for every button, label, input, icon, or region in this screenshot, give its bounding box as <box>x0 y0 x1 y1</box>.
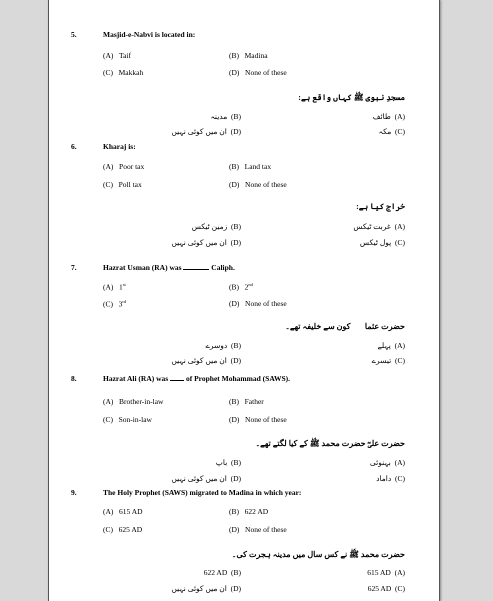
option-label: (B) <box>230 568 241 577</box>
option-label: (B) <box>230 341 241 350</box>
option-label: (A) <box>394 341 405 350</box>
urdu-option-b: 622 AD <box>203 568 228 577</box>
option-a: Taif <box>119 51 132 60</box>
option-label: (B) <box>229 282 239 292</box>
urdu-option-d: ان میں کوئی نہیں <box>171 238 227 247</box>
question-number: 6. <box>71 142 77 151</box>
option-label: (A) <box>103 162 114 171</box>
option-label: (C) <box>103 68 113 77</box>
option-label: (A) <box>103 507 114 516</box>
option-d: None of these <box>245 525 287 534</box>
option-label: (D) <box>229 180 240 189</box>
urdu-option-c: داماد <box>376 474 392 483</box>
urdu-option-d: ان میں کوئی نہیں <box>171 356 227 365</box>
urdu-question: حضرت علیؓ حضرت محمد ﷺ کے کیا لگتے تھے۔ <box>255 439 405 448</box>
option-d: None of these <box>245 180 287 189</box>
urdu-option-b: مدینہ <box>210 112 228 121</box>
urdu-option-d: ان میں کوئی نہیں <box>171 127 227 136</box>
option-c: 3 <box>118 299 123 309</box>
option-d: None of these <box>245 68 287 77</box>
option-a: Poor tax <box>119 162 145 171</box>
urdu-option-a: 615 AD <box>367 568 391 577</box>
option-b: 2 <box>244 282 249 292</box>
option-b: 622 AD <box>244 507 269 516</box>
option-label: (A) <box>103 51 114 60</box>
urdu-question: خراج کیا ہے: <box>356 202 405 211</box>
question-number: 9. <box>71 488 77 497</box>
document-page: 5. Masjid-e-Nabvi is located in: (A) Taif (B) Madina (C) Makkah (D) None of these مسجدِ نبوی ﷺ کہاں واقع ہے: (A) طائف (B) مدینہ (C) مکہ (D) ان میں کوئی نہیں 6. Kharaj is: (A) Poor tax (B) Land tax (C) Poll tax (D) None of these خراج کیا ہے: (A) غربت ٹیکس (B) زمین ٹیکس (C) پول ٹیکس (D) ان میں کوئی نہیں 7. Hazrat Usman (RA) was Caliph. (A) 1st (B) 2nd (C) 3rd (D) None of these حضرت عثمانؓ کون سے خلیفہ تھے۔ (A) پہلے (B) دوسرے (C) تیسرے (D) ان میں کوئی نہیں 8. Hazrat Ali (RA) was of Prophet Mohammad (SAWS). (A) Brother-in-law (B) Father (C) Son-in-law (D) None of these حضرت علیؓ حضرت محمد ﷺ کے کیا لگتے تھے۔ (A) بہنوئی (B) باپ (C) داماد (D) ان میں کوئی نہیں 9. The Holy Prophet (SAWS) migrated to Madina in which year: (A) 615 AD (B) 622 AD (C) 625 AD (D) None of these حضرت محمد ﷺ نے کس سال میں مدینہ ہجرت کی۔ (A) 615 AD (B) 622 AD (C) 625 AD (D) ان میں کوئی نہیں <box>48 0 440 601</box>
option-label: (B) <box>229 51 239 60</box>
urdu-option-c: تیسرے <box>371 356 392 365</box>
option-label: (C) <box>394 238 405 247</box>
question-text: Masjid-e-Nabvi is located in: <box>103 30 196 39</box>
question-text: Hazrat Ali (RA) was of Prophet Mohammad (SAWS). <box>103 374 290 383</box>
option-label: (D) <box>230 127 241 136</box>
option-c: 625 AD <box>118 525 143 534</box>
urdu-question: مسجدِ نبوی ﷺ کہاں واقع ہے: <box>298 93 405 102</box>
urdu-option-a: پہلے <box>377 341 391 350</box>
urdu-option-c: مکہ <box>378 127 392 136</box>
option-label: (B) <box>230 222 241 231</box>
option-label: (B) <box>229 162 239 171</box>
option-label: (A) <box>394 222 405 231</box>
option-label: (D) <box>229 525 240 534</box>
urdu-question: حضرت محمد ﷺ نے کس سال میں مدینہ ہجرت کی۔ <box>231 550 405 559</box>
question-number: 8. <box>71 374 77 383</box>
option-label: (A) <box>103 397 114 406</box>
urdu-option-a: بہنوئی <box>369 458 391 467</box>
option-label: (B) <box>230 458 241 467</box>
option-c: Makkah <box>118 68 144 77</box>
urdu-option-d: ان میں کوئی نہیں <box>171 474 227 483</box>
question-text: Kharaj is: <box>103 142 136 151</box>
option-d: None of these <box>245 415 287 424</box>
option-a: Brother-in-law <box>119 397 164 406</box>
urdu-question: حضرت عثمانؓ کون سے خلیفہ تھے۔ <box>285 322 405 331</box>
option-b: Father <box>244 397 264 406</box>
option-label: (A) <box>103 282 114 292</box>
option-label: (C) <box>103 525 113 534</box>
question-number: 5. <box>71 30 77 39</box>
option-label: (A) <box>394 568 405 577</box>
urdu-option-b: دوسرے <box>205 341 228 350</box>
option-label: (C) <box>103 415 113 424</box>
option-c: Son-in-law <box>118 415 152 424</box>
urdu-option-c: پول ٹیکس <box>359 238 392 247</box>
option-label: (B) <box>229 397 239 406</box>
option-label: (D) <box>229 299 240 308</box>
option-label: (C) <box>394 584 405 593</box>
option-label: (C) <box>394 356 405 365</box>
option-b: Land tax <box>244 162 272 171</box>
option-label: (D) <box>230 474 241 483</box>
urdu-option-b: زمین ٹیکس <box>191 222 228 231</box>
question-text: Hazrat Usman (RA) was Caliph. <box>103 263 235 272</box>
urdu-option-c: 625 AD <box>367 584 392 593</box>
option-label: (A) <box>394 458 405 467</box>
answer-blank[interactable] <box>183 263 209 270</box>
option-label: (C) <box>394 127 405 136</box>
option-label: (D) <box>230 584 241 593</box>
answer-blank[interactable] <box>170 374 184 381</box>
option-label: (C) <box>394 474 405 483</box>
option-a: 1 <box>119 282 123 292</box>
option-d: None of these <box>245 299 287 308</box>
urdu-option-a: طائف <box>372 112 391 121</box>
option-b: Madina <box>244 51 268 60</box>
option-label: (B) <box>229 507 239 516</box>
option-label: (B) <box>230 112 241 121</box>
option-label: (C) <box>103 299 113 309</box>
urdu-option-d: ان میں کوئی نہیں <box>171 584 227 593</box>
option-label: (D) <box>229 68 240 77</box>
option-label: (D) <box>230 238 241 247</box>
option-label: (A) <box>394 112 405 121</box>
option-a: 615 AD <box>119 507 143 516</box>
option-label: (D) <box>230 356 241 365</box>
option-label: (D) <box>229 415 240 424</box>
question-text: The Holy Prophet (SAWS) migrated to Madina in which year: <box>103 488 302 497</box>
urdu-option-a: غربت ٹیکس <box>353 222 391 231</box>
option-label: (C) <box>103 180 113 189</box>
urdu-option-b: باپ <box>215 458 228 467</box>
option-c: Poll tax <box>118 180 142 189</box>
question-number: 7. <box>71 263 77 272</box>
